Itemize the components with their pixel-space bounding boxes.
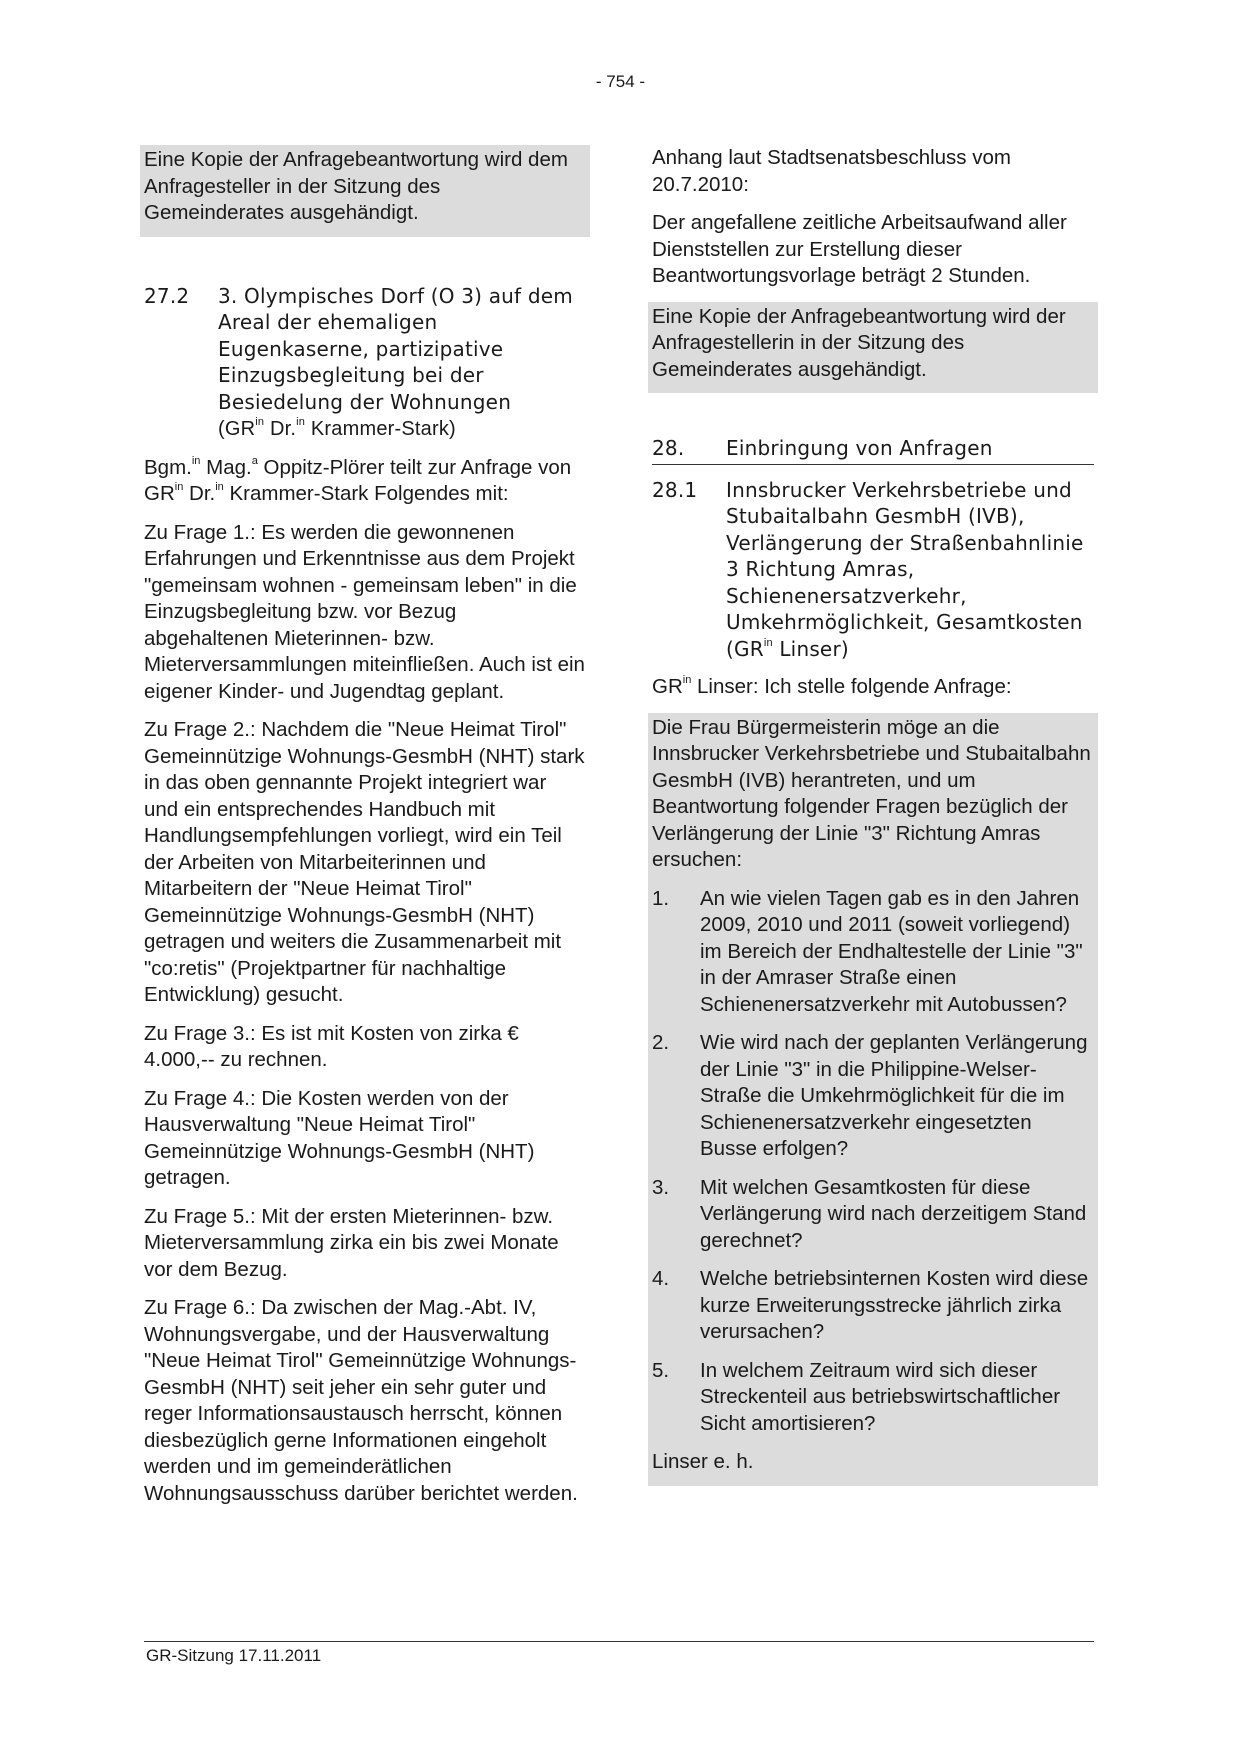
- question-item: 2. Wie wird nach der geplanten Verlängerung der Linie "3" in die Philippine-Welser-Straße die Umkehrmöglichkeit für die im Schienenersatzverkehr eingesetzten Busse erfolgen?: [652, 1031, 1088, 1160]
- answer-3: Zu Frage 3.: Es ist mit Kosten von zirka € 4.000,-- zu rechnen.: [144, 1021, 519, 1071]
- effort-note: Der angefallene zeitliche Arbeitsaufwand aller Dienststellen zur Erstellung dieser Beantwortungsvorlage beträgt 2 Stunden.: [652, 211, 1067, 287]
- section-number: 28.: [652, 436, 685, 460]
- item-number: 27.2: [144, 283, 190, 308]
- answer-6: Zu Frage 6.: Da zwischen der Mag.-Abt. IV, Wohnungsvergabe, und der Hausverwaltung "Neue Heimat Tirol" Gemeinnützige Wohnungs-GesmbH (NHT) seit jeher ein sehr guter und reger Informationsaustausch herrscht, können diesbezüglich gerne Informationen eingeholt werden und im gemeinderätlichen Wohnungsausschuss darüber berichtet werden.: [144, 1296, 578, 1505]
- question-list: [652, 886, 1094, 1438]
- item-author: ($GR^{in}$ Dr.$^{in}$ Krammer-Stark): [218, 416, 456, 440]
- copy-note: Eine Kopie der Anfragebeantwortung wird dem Anfragesteller in der Sitzung des Gemeinderates ausgehändigt.: [144, 148, 568, 224]
- footer-session-date: GR-Sitzung 17.11.2011: [146, 1646, 322, 1665]
- question-item: 4. Welche betriebsinternen Kosten wird diese kurze Erweiterungsstrecke jährlich zirka verursachen?: [652, 1267, 1089, 1343]
- left-column: [144, 145, 586, 1519]
- item-title-right: Innsbrucker Verkehrsbetriebe und Stubaitalbahn GesmbH (IVB), Verlängerung der Straßenbahnlinie 3 Richtung Amras, Schienenersatzverkehr, Umkehrmöglichkeit, Gesamtkosten: [726, 477, 1084, 634]
- right-column: [652, 145, 1094, 1486]
- request-box: [648, 713, 1098, 1486]
- request-intro: Die Frau Bürgermeisterin möge an die Innsbrucker Verkehrsbetriebe und Stubaitalbahn GesmbH (IVB) herantreten, und um Beantwortung folgender Fragen bezüglich der Verlängerung der Linie "3" Richtung Amras ersuchen:: [652, 715, 1091, 871]
- section-heading-28: [652, 435, 1094, 465]
- request-line: $GR^{in}$ Linser: Ich stelle folgende Anfrage:: [652, 674, 1012, 698]
- question-item: 3. Mit welchen Gesamtkosten für diese Verlängerung wird nach derzeitigem Stand gerechnet?: [652, 1175, 1087, 1252]
- copy-note-right: Eine Kopie der Anfragebeantwortung wird der Anfragestellerin in der Sitzung des Gemeinderates ausgehändigt.: [652, 304, 1066, 381]
- copy-note-box-right: [648, 302, 1098, 394]
- question-item: 1. An wie vielen Tagen gab es in den Jahren 2009, 2010 und 2011 (soweit vorliegend) im Bereich der Endhaltestelle der Linie "3" in der Amraser Straße einen Schienenersatzverkehr mit Autobussen?: [652, 886, 1083, 1016]
- item-title-block-right: [726, 477, 1094, 663]
- answer-2: Zu Frage 2.: Nachdem die "Neue Heimat Tirol" Gemeinnützige Wohnungs-GesmbH (NHT) stark in das oben gennannte Projekt integriert war und ein entsprechendes Handbuch mit Handlungsempfehlungen vorliegt, wird ein Teil der Arbeiten von Mitarbeiterinnen und Mitarbeitern der "Neue Heimat Tirol" Gemeinnützige Wohnungs-GesmbH (NHT) getragen und weiters die Zusammenarbeit mit "co:retis" (Projektpartner für nachhaltige Entwicklung) gesucht.: [144, 718, 585, 1006]
- copy-note-box: [140, 145, 590, 237]
- answer-1: Zu Frage 1.: Es werden die gewonnenen Erfahrungen und Erkenntnisse aus dem Projekt "gemeinsam wohnen - gemeinsam leben" in die Einzugsbegleitung bzw. vor Bezug abgehaltenen Mieterinnen- bzw. Mieterversammlungen miteinfließen. Auch ist ein eigener Kinder- und Jugendtag geplant.: [144, 520, 585, 703]
- page-number: - 754 -: [595, 72, 646, 91]
- agenda-item-28-1: [652, 477, 1094, 663]
- item-title: 3. Olympisches Dorf (O 3) auf dem Areal der ehemaligen Eugenkaserne, partizipative Einzugsbegleitung bei der Besiedelung der Wohnungen: [218, 283, 573, 414]
- question-item: 5. In welchem Zeitraum wird sich dieser Streckenteil aus betriebswirtschaftlicher Sicht amortisieren?: [652, 1358, 1061, 1435]
- answer-intro: Bgm.$^{in}$ Mag.$^a$ Oppitz-Plörer teilt zur Anfrage von $GR^{in}$ Dr.$^{in}$ Krammer-Stark Folgendes mit:: [144, 454, 572, 505]
- answer-4: Zu Frage 4.: Die Kosten werden von der Hausverwaltung "Neue Heimat Tirol" Gemeinnützige Wohnungs-GesmbH (NHT) getragen.: [144, 1086, 535, 1189]
- item-title-block: [218, 283, 586, 443]
- item-number-right: 28.1: [652, 477, 698, 502]
- answer-5: Zu Frage 5.: Mit der ersten Mieterinnen- bzw. Mieterversammlung zirka ein bis zwei Monate vor dem Bezug.: [144, 1204, 559, 1281]
- footer-divider: [144, 1641, 1094, 1642]
- agenda-item-27-2: [144, 283, 586, 443]
- section-title: Einbringung von Anfragen: [726, 436, 993, 460]
- annex-note: Anhang laut Stadtsenatsbeschluss vom 20.7.2010:: [652, 146, 1011, 196]
- signature: Linser e. h.: [652, 1450, 754, 1473]
- item-author-right: ($GR^{in}$ Linser): [726, 636, 849, 661]
